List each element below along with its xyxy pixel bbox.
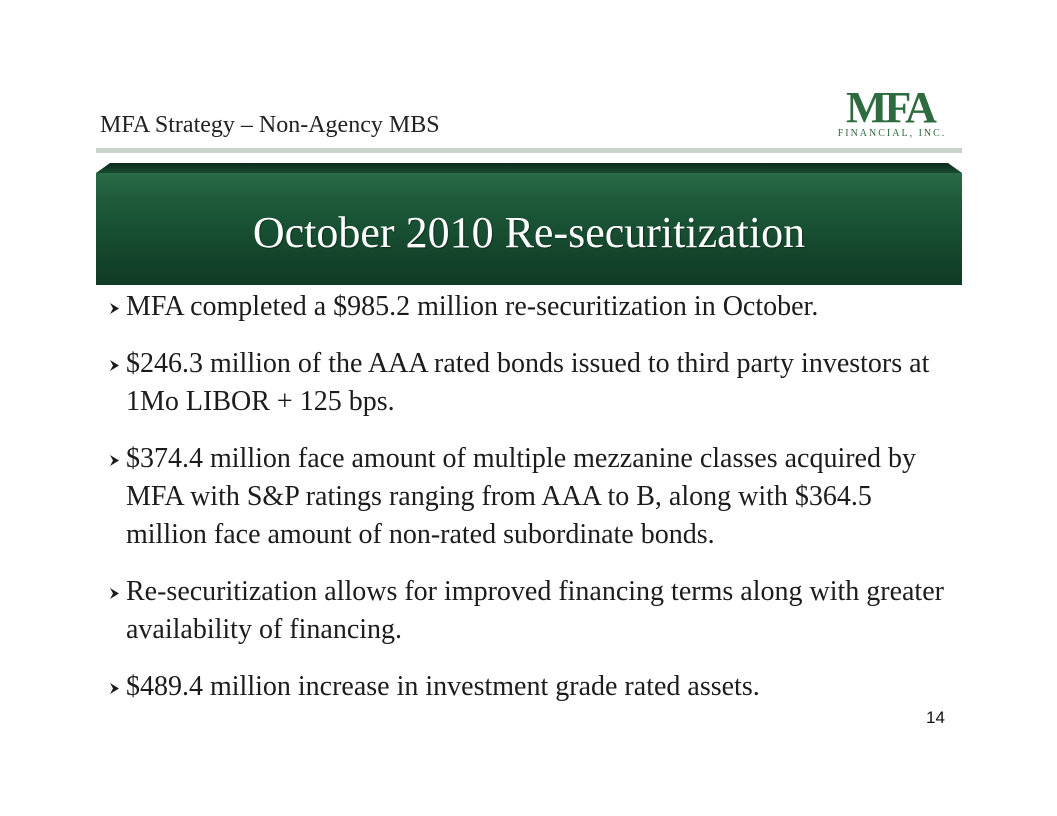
section-title: MFA Strategy – Non-Agency MBS (100, 112, 440, 138)
list-item (108, 288, 958, 326)
bullet-text: Re-securitization allows for improved financing terms along with greater availability of financing. (126, 576, 944, 645)
arrow-bullet-icon (108, 302, 121, 315)
arrow-bullet-icon (108, 682, 121, 695)
arrow-bullet-icon (108, 359, 121, 372)
logo-wordmark: MFA (846, 84, 934, 132)
list-item (108, 668, 886, 706)
title-banner (96, 163, 962, 285)
header-rule (96, 148, 962, 153)
arrow-bullet-icon (108, 454, 121, 467)
bullet-text: $374.4 million face amount of multiple mezzanine classes acquired by MFA with S&P ratings ranging from AAA to B, along with $364.5 million face amount of non-rated subordinate bonds. (126, 443, 916, 550)
mfa-logo-icon (820, 84, 960, 140)
logo-subtitle: FINANCIAL, INC. (837, 128, 947, 139)
list-item (108, 573, 958, 649)
bullet-text: $489.4 million increase in investment grade rated assets. (126, 671, 760, 702)
bullet-text: $246.3 million of the AAA rated bonds issued to third party investors at 1Mo LIBOR + 125 bps. (126, 348, 930, 417)
bullet-list (108, 284, 958, 706)
list-item (108, 440, 958, 554)
slide-title: October 2010 Re-securitization (252, 207, 806, 257)
arrow-bullet-icon (108, 587, 121, 600)
bullet-text: MFA completed a $985.2 million re-securitization in October. (126, 291, 819, 322)
company-logo (820, 84, 960, 140)
page-number: 14 (926, 708, 945, 727)
list-item (108, 345, 958, 421)
